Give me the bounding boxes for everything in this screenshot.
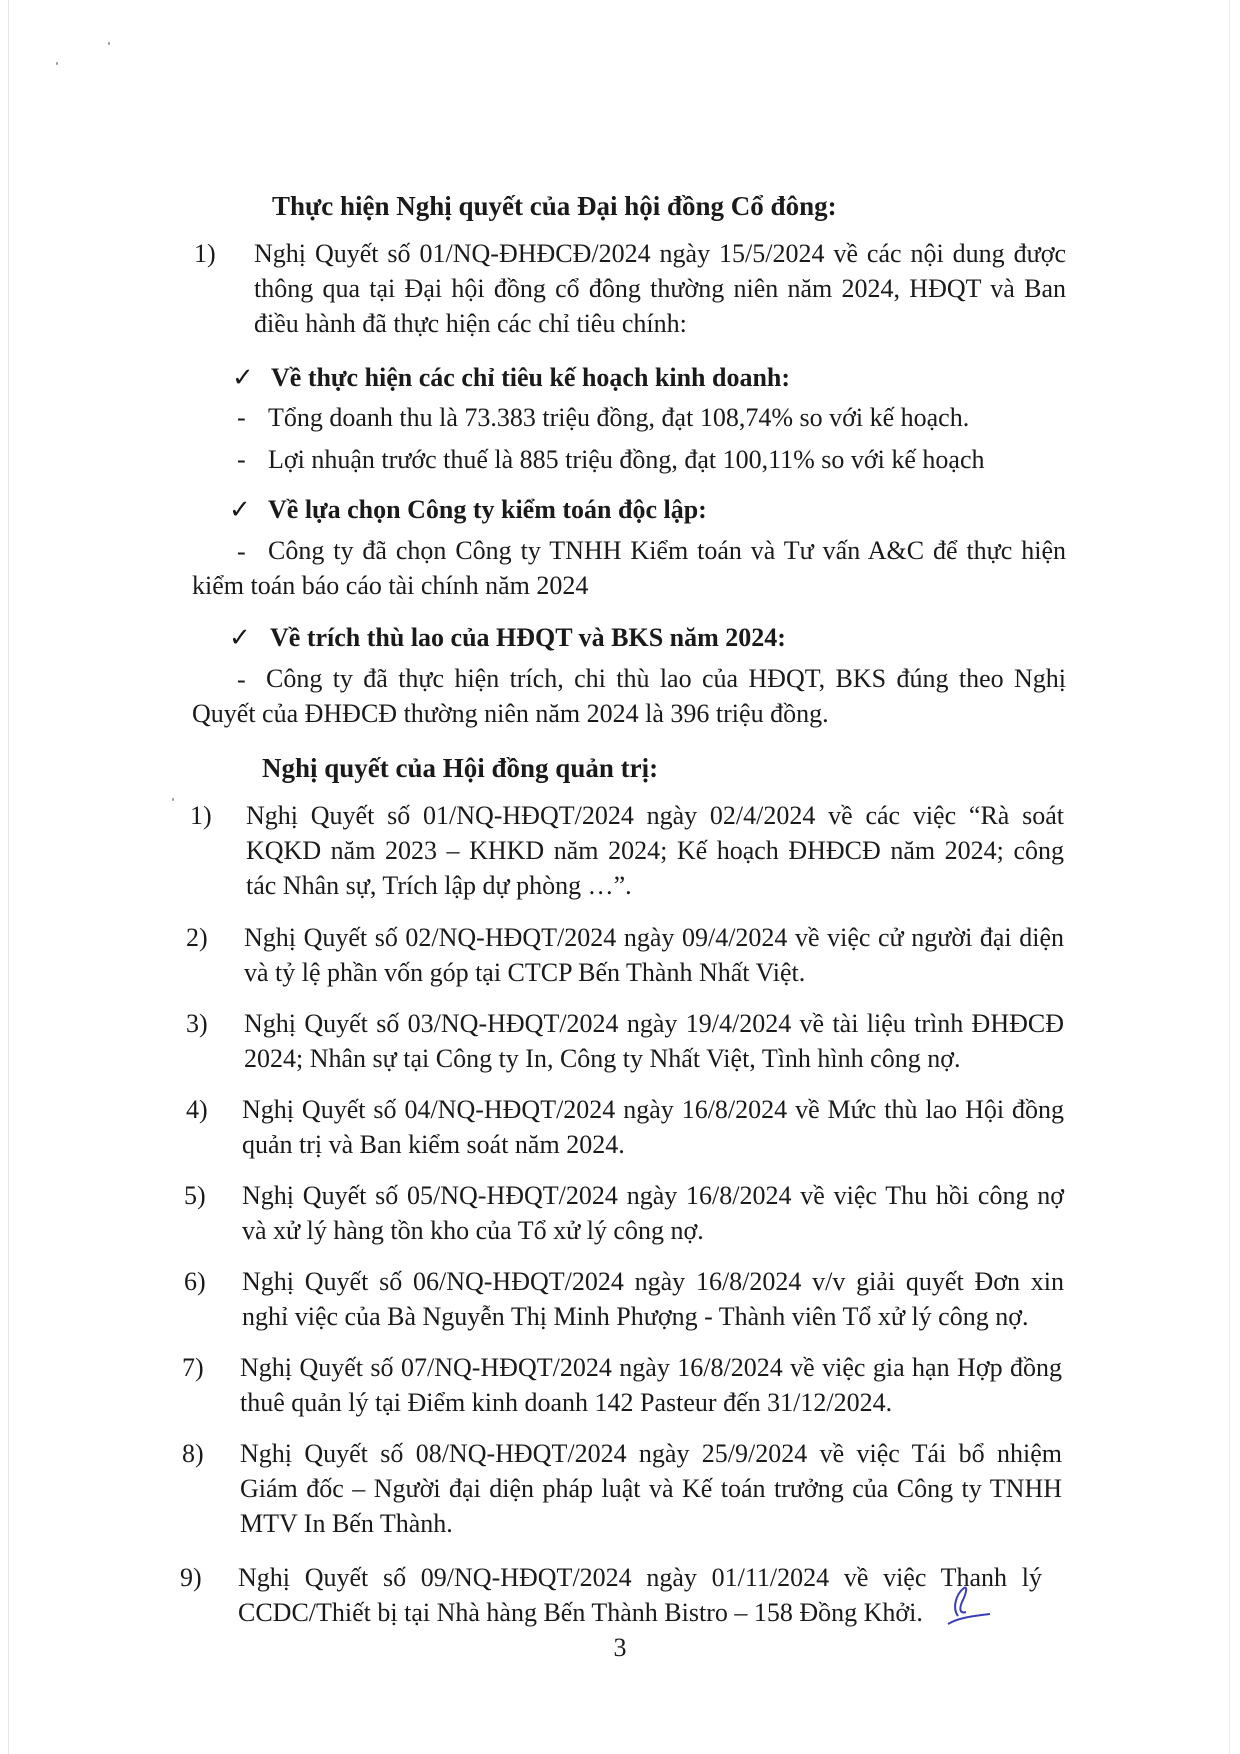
scan-edge-line-right bbox=[1229, 0, 1230, 1754]
checkmark-icon: ✓ bbox=[229, 495, 251, 525]
resolution-text: Nghị Quyết số 09/NQ-HĐQT/2024 ngày 01/11/2024 về việc Thanh lý CCDC/Thiết bị tại Nhà hàng Bến Thành Bistro – 158 Đồng Khởi. bbox=[238, 1563, 1042, 1627]
signature-mark-icon bbox=[938, 1580, 994, 1626]
list-number: 6) bbox=[184, 1267, 206, 1296]
list-number: 7) bbox=[182, 1353, 204, 1382]
resolution-text: Nghị Quyết số 05/NQ-HĐQT/2024 ngày 16/8/2024 về việc Thu hồi công nợ và xử lý hàng tồn kho của Tổ xử lý công nợ. bbox=[242, 1181, 1064, 1245]
dash-bullet: - bbox=[237, 403, 246, 432]
checkmark-icon: ✓ bbox=[229, 623, 251, 653]
list-number: 9) bbox=[180, 1563, 202, 1592]
dash-bullet: - bbox=[237, 665, 246, 694]
resolution-text: Nghị Quyết số 01/NQ-HĐQT/2024 ngày 02/4/2024 về các việc “Rà soát KQKD năm 2023 – KHKD năm 2024; Kế hoạch ĐHĐCĐ năm 2024; công tác Nhân sự, Trích lập dự phòng …”. bbox=[246, 801, 1064, 900]
resolution-text: Nghị Quyết số 01/NQ-ĐHĐCĐ/2024 ngày 15/5/2024 về các nội dung được thông qua tại Đại hội đồng cổ đông thường niên năm 2024, HĐQT và Ban điều hành đã thực hiện các chỉ tiêu chính: bbox=[254, 239, 1066, 338]
resolution-text: Nghị Quyết số 08/NQ-HĐQT/2024 ngày 25/9/2024 về việc Tái bổ nhiệm Giám đốc – Người đại diện pháp luật và Kế toán trưởng của Công ty TNHH MTV In Bến Thành. bbox=[240, 1439, 1062, 1538]
list-number: 4) bbox=[186, 1095, 208, 1124]
resolution-text: Nghị Quyết số 04/NQ-HĐQT/2024 ngày 16/8/2024 về Mức thù lao Hội đồng quản trị và Ban kiểm soát năm 2024. bbox=[242, 1095, 1064, 1159]
subsection-title: Về lựa chọn Công ty kiểm toán độc lập: bbox=[268, 495, 707, 524]
page-number: 3 bbox=[613, 1633, 627, 1662]
dash-bullet: - bbox=[237, 445, 246, 474]
subsection-title: Về trích thù lao của HĐQT và BKS năm 2024: bbox=[270, 623, 786, 652]
bullet-text: Công ty đã thực hiện trích, chi thù lao của HĐQT, BKS đúng theo Nghị Quyết của ĐHĐCĐ thường niên năm 2024 là 396 triệu đồng. bbox=[192, 664, 1066, 728]
list-number: 3) bbox=[186, 1009, 208, 1038]
scan-speck bbox=[108, 42, 110, 45]
scan-speck bbox=[56, 62, 58, 65]
checkmark-icon: ✓ bbox=[232, 363, 254, 393]
scan-speck bbox=[172, 798, 174, 801]
bullet-text: Công ty đã chọn Công ty TNHH Kiểm toán và Tư vấn A&C để thực hiện kiểm toán báo cáo tài chính năm 2024 bbox=[192, 536, 1066, 600]
dash-bullet: - bbox=[237, 537, 246, 566]
scan-edge-line bbox=[8, 0, 9, 1754]
list-number: 1) bbox=[194, 239, 216, 268]
list-number: 5) bbox=[184, 1181, 206, 1210]
resolution-text: Nghị Quyết số 02/NQ-HĐQT/2024 ngày 09/4/2024 về việc cử người đại diện và tỷ lệ phần vốn góp tại CTCP Bến Thành Nhất Việt. bbox=[244, 923, 1064, 987]
section-heading-board: Nghị quyết của Hội đồng quản trị: bbox=[262, 753, 659, 783]
resolution-text: Nghị Quyết số 03/NQ-HĐQT/2024 ngày 19/4/2024 về tài liệu trình ĐHĐCĐ 2024; Nhân sự tại Công ty In, Công ty Nhất Việt, Tình hình công nợ. bbox=[244, 1009, 1064, 1073]
bullet-text: Lợi nhuận trước thuế là 885 triệu đồng, đạt 100,11% so với kế hoạch bbox=[268, 445, 985, 474]
list-number: 8) bbox=[182, 1439, 204, 1468]
subsection-title: Về thực hiện các chỉ tiêu kế hoạch kinh doanh: bbox=[271, 363, 791, 392]
section-heading-shareholders: Thực hiện Nghị quyết của Đại hội đồng Cổ đông: bbox=[272, 191, 837, 221]
resolution-text: Nghị Quyết số 07/NQ-HĐQT/2024 ngày 16/8/2024 về việc gia hạn Hợp đồng thuê quản lý tại Điểm kinh doanh 142 Pasteur đến 31/12/2024. bbox=[240, 1353, 1062, 1417]
list-number: 2) bbox=[186, 923, 208, 952]
bullet-text: Tổng doanh thu là 73.383 triệu đồng, đạt 108,74% so với kế hoạch. bbox=[268, 403, 970, 432]
resolution-text: Nghị Quyết số 06/NQ-HĐQT/2024 ngày 16/8/2024 v/v giải quyết Đơn xin nghỉ việc của Bà Nguyễn Thị Minh Phượng - Thành viên Tổ xử lý công nợ. bbox=[242, 1267, 1064, 1331]
list-number: 1) bbox=[190, 801, 212, 830]
